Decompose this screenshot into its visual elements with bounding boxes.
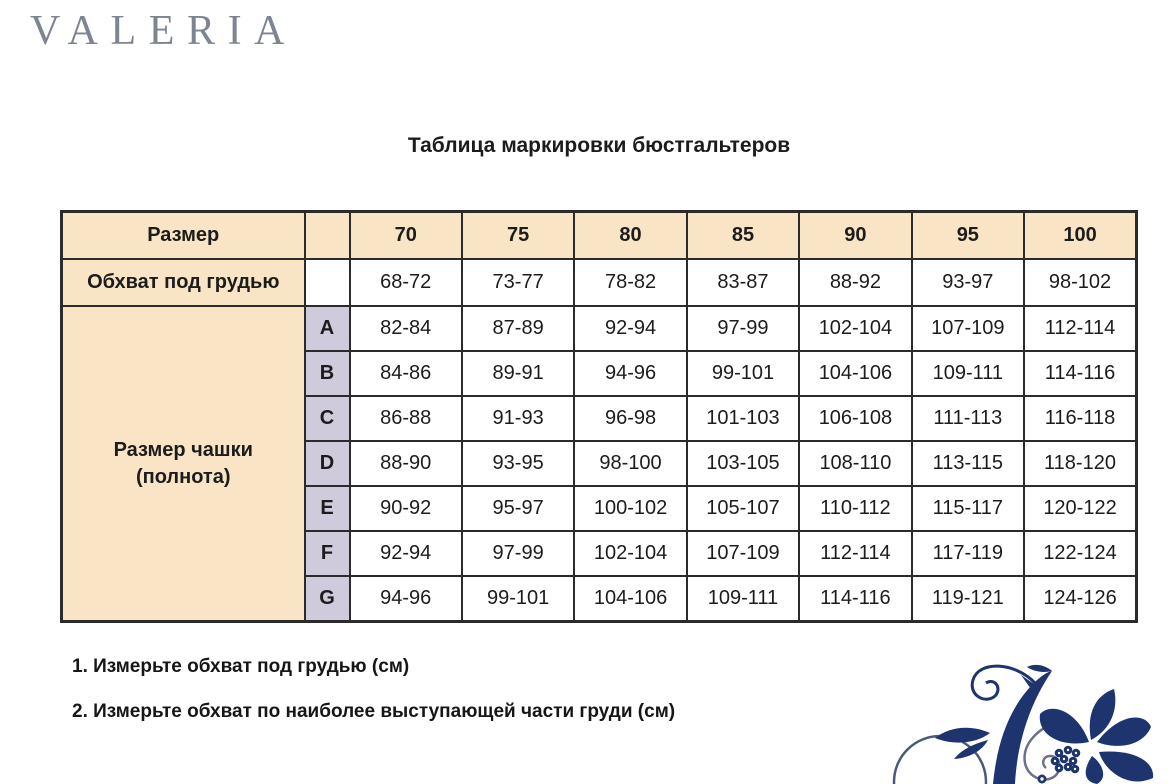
cup-value-cell: 100-102 (574, 486, 686, 531)
corner-empty-cell (305, 212, 350, 260)
cup-value-cell: 92-94 (350, 531, 462, 576)
cup-letter-cell: E (305, 486, 350, 531)
cup-value-cell: 97-99 (687, 306, 799, 351)
cup-label-line1: Размер чашки (113, 438, 253, 461)
cup-value-cell: 116-118 (1024, 396, 1136, 441)
page-title: Таблица маркировки бюстгальтеров (407, 134, 791, 157)
underbust-value-cell: 88-92 (799, 259, 911, 306)
cup-value-cell: 112-114 (1024, 306, 1136, 351)
flower-petal-nw (1040, 709, 1089, 744)
underbust-value-cell: 73-77 (462, 259, 574, 306)
cup-letter-cell: C (305, 396, 350, 441)
cup-value-cell: 119-121 (912, 576, 1024, 622)
underbust-row-label: Обхват под грудью (62, 259, 305, 306)
cup-value-cell: 103-105 (687, 441, 799, 486)
instruction-step-2: 2. Измерьте обхват по наиболее выступающей части груди (см) (72, 701, 676, 722)
instruction-step-1: 1. Измерьте обхват под грудью (см) (72, 656, 410, 677)
underbust-value-cell: 98-102 (1024, 259, 1136, 306)
brand-logo: VALERIA (30, 8, 298, 54)
cup-value-cell: 107-109 (687, 531, 799, 576)
cup-value-cell: 109-111 (912, 351, 1024, 396)
underbust-value-cell: 78-82 (574, 259, 686, 306)
cup-value-cell: 115-117 (912, 486, 1024, 531)
cup-value-cell: 107-109 (912, 306, 1024, 351)
band-size-header: 75 (462, 212, 574, 260)
cup-value-cell: 104-106 (574, 576, 686, 622)
cup-value-cell: 90-92 (350, 486, 462, 531)
cup-value-cell: 89-91 (462, 351, 574, 396)
cup-value-cell: 120-122 (1024, 486, 1136, 531)
band-size-header: 95 (912, 212, 1024, 260)
bra-size-table (60, 210, 1138, 623)
cup-value-cell: 114-116 (1024, 351, 1136, 396)
floral-ornament (885, 658, 1165, 784)
cup-value-cell: 122-124 (1024, 531, 1136, 576)
cup-value-cell: 108-110 (799, 441, 911, 486)
cup-value-cell: 111-113 (912, 396, 1024, 441)
cup-size-label (62, 306, 305, 622)
cup-value-cell: 124-126 (1024, 576, 1136, 622)
band-size-header: 90 (799, 212, 911, 260)
cup-value-cell: 84-86 (350, 351, 462, 396)
cup-value-cell: 102-104 (799, 306, 911, 351)
underbust-empty-cell (305, 259, 350, 306)
cup-value-cell: 92-94 (574, 306, 686, 351)
underbust-value-cell: 93-97 (912, 259, 1024, 306)
cup-value-cell: 86-88 (350, 396, 462, 441)
cup-letter-cell: G (305, 576, 350, 622)
cup-value-cell: 94-96 (350, 576, 462, 622)
cup-value-cell: 102-104 (574, 531, 686, 576)
cup-letter-cell: D (305, 441, 350, 486)
band-size-header: 80 (574, 212, 686, 260)
cup-value-cell: 95-97 (462, 486, 574, 531)
cup-value-cell: 113-115 (912, 441, 1024, 486)
cup-value-cell: 98-100 (574, 441, 686, 486)
ornament-leaf-left (935, 728, 990, 743)
flower-petal-se (1099, 752, 1153, 782)
cup-value-cell: 110-112 (799, 486, 911, 531)
cup-value-cell: 88-90 (350, 441, 462, 486)
cup-value-cell: 91-93 (462, 396, 574, 441)
cup-value-cell: 104-106 (799, 351, 911, 396)
size-row-label: Размер (62, 212, 305, 260)
flower-petal-s (1086, 756, 1103, 784)
cup-value-cell: 117-119 (912, 531, 1024, 576)
cup-letter-cell: F (305, 531, 350, 576)
cup-value-cell: 99-101 (462, 576, 574, 622)
cup-label-line2: (полнота) (135, 465, 231, 488)
cup-value-cell: 105-107 (687, 486, 799, 531)
cup-value-cell: 99-101 (687, 351, 799, 396)
cup-value-cell: 112-114 (799, 531, 911, 576)
cup-value-cell: 106-108 (799, 396, 911, 441)
cup-value-cell: 109-111 (687, 576, 799, 622)
underbust-value-cell: 83-87 (687, 259, 799, 306)
band-size-header: 70 (350, 212, 462, 260)
underbust-value-cell: 68-72 (350, 259, 462, 306)
cup-value-cell: 87-89 (462, 306, 574, 351)
cup-value-cell: 96-98 (574, 396, 686, 441)
cup-value-cell: 97-99 (462, 531, 574, 576)
cup-value-cell: 101-103 (687, 396, 799, 441)
cup-letter-cell: B (305, 351, 350, 396)
cup-value-cell: 82-84 (350, 306, 462, 351)
band-size-header: 100 (1024, 212, 1136, 260)
instructions-list (72, 656, 675, 746)
band-size-header: 85 (687, 212, 799, 260)
cup-value-cell: 94-96 (574, 351, 686, 396)
cup-value-cell: 93-95 (462, 441, 574, 486)
cup-letter-cell: A (305, 306, 350, 351)
ornament-leaf-small (954, 740, 988, 759)
cup-value-cell: 114-116 (799, 576, 911, 622)
cup-value-cell: 118-120 (1024, 441, 1136, 486)
ornament-circle (894, 736, 986, 784)
